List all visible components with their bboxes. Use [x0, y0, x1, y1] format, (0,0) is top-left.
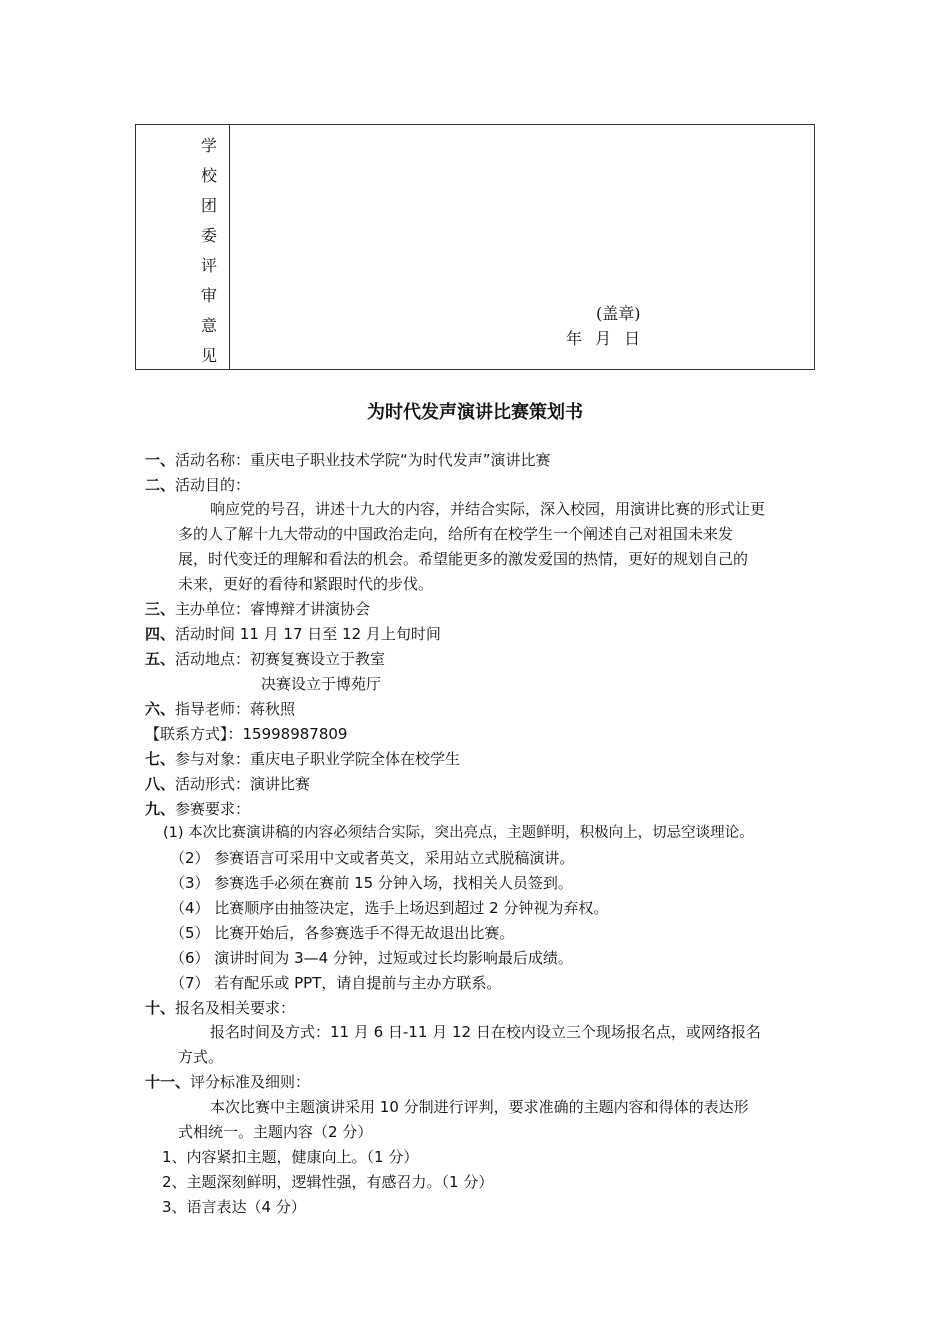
section-text: 活动地点：初赛复赛设立于教室	[175, 650, 386, 668]
section-text: 报名及相关要求：	[175, 999, 296, 1017]
requirement-item: （3） 参赛选手必须在赛前 15 分钟入场，找相关人员签到。	[170, 874, 573, 892]
criteria-item: 2、主题深刻鲜明，逻辑性强，有感召力。（1 分）	[162, 1173, 494, 1191]
section-4	[145, 622, 441, 647]
section-number: 二、	[145, 476, 176, 494]
paragraph-line: 报名时间及方式：11 月 6 日-11 月 12 日在校内设立三个现场报名点，或网络报名	[210, 1023, 761, 1041]
criteria-item: 3、语言表达（4 分）	[162, 1198, 306, 1216]
label-char: 意	[200, 316, 217, 335]
label-char: 校	[200, 166, 217, 185]
section-10	[145, 996, 295, 1021]
paragraph-line: 式相统一。主题内容（2 分）	[178, 1123, 373, 1141]
paragraph-line: 本次比赛中主题演讲采用 10 分制进行评判，要求准确的主题内容和得体的表达形	[210, 1098, 749, 1116]
seal-text: (盖章)	[596, 304, 641, 323]
section-number: 六、	[145, 700, 176, 718]
section-11	[145, 1070, 310, 1095]
section-6	[145, 697, 295, 722]
requirement-item: （7） 若有配乐或 PPT，请自提前与主办方联系。	[170, 974, 502, 992]
section-number: 十一、	[145, 1073, 191, 1091]
section-1	[145, 448, 551, 473]
date-text: 年 月 日	[566, 329, 641, 348]
section-8	[145, 772, 310, 797]
section-number: 五、	[145, 650, 176, 668]
label-char: 见	[200, 346, 217, 365]
label-char: 团	[200, 196, 217, 215]
section-9	[145, 797, 250, 822]
contact-line: 【联系方式】：15998987809	[145, 725, 348, 743]
section-2	[145, 473, 250, 498]
evaluation-label-cell	[136, 125, 230, 369]
section-text: 活动目的：	[175, 476, 251, 494]
section-number: 八、	[145, 775, 176, 793]
paragraph-line: 未来，更好的看待和紧跟时代的步伐。	[178, 575, 434, 593]
section-text: 活动形式：演讲比赛	[175, 775, 311, 793]
section-3	[145, 597, 370, 622]
requirement-item: (1) 本次比赛演讲稿的内容必须结合实际，突出亮点，主题鲜明，积极向上，切忌空谈理论。	[163, 825, 754, 841]
section-text: 评分标准及细则：	[190, 1073, 311, 1091]
section-number: 七、	[145, 750, 176, 768]
paragraph-line: 方式。	[178, 1048, 224, 1066]
requirement-item: （5） 比赛开始后，各参赛选手不得无故退出比赛。	[170, 924, 515, 942]
paragraph-line: 响应党的号召，讲述十九大的内容，并结合实际，深入校园，用演讲比赛的形式让更	[210, 500, 766, 518]
document-title: 为时代发声演讲比赛策划书	[367, 402, 583, 423]
section-number: 三、	[145, 600, 176, 618]
evaluation-label	[198, 131, 220, 371]
section-number: 十、	[145, 999, 176, 1017]
section-5	[145, 647, 385, 672]
evaluation-table	[135, 124, 815, 370]
section-text: 主办单位：睿博辩才讲演协会	[175, 600, 371, 618]
section-number: 一、	[145, 451, 176, 469]
section-7	[145, 747, 460, 772]
section-text: 参赛要求：	[175, 800, 251, 818]
section-number: 四、	[145, 625, 176, 643]
label-char: 审	[200, 286, 217, 305]
label-char: 学	[200, 136, 217, 155]
section-text: 参与对象：重庆电子职业学院全体在校学生	[175, 750, 461, 768]
section-text: 活动时间 11 月 17 日至 12 月上旬时间	[175, 625, 441, 643]
label-char: 委	[200, 226, 217, 245]
section-text: 活动名称：重庆电子职业技术学院“为时代发声”演讲比赛	[175, 451, 551, 469]
label-char: 评	[200, 256, 217, 275]
paragraph-line: 展，时代变迁的理解和看法的机会。希望能更多的激发爱国的热情，更好的规划自己的	[178, 550, 749, 568]
evaluation-content-cell	[230, 125, 814, 369]
requirement-item: （6） 演讲时间为 3—4 分钟，过短或过长均影响最后成绩。	[170, 949, 573, 967]
requirement-item: （2） 参赛语言可采用中文或者英文，采用站立式脱稿演讲。	[170, 849, 575, 867]
section-number: 九、	[145, 800, 176, 818]
section-5-line2: 决赛设立于博苑厅	[261, 675, 382, 693]
section-text: 指导老师：蒋秋照	[175, 700, 296, 718]
criteria-item: 1、内容紧扣主题，健康向上。（1 分）	[162, 1148, 419, 1166]
paragraph-line: 多的人了解十九大带动的中国政治走向，给所有在校学生一个阐述自己对祖国未来发	[178, 525, 734, 543]
requirement-item: （4） 比赛顺序由抽签决定，选手上场迟到超过 2 分钟视为弃权。	[170, 899, 609, 917]
